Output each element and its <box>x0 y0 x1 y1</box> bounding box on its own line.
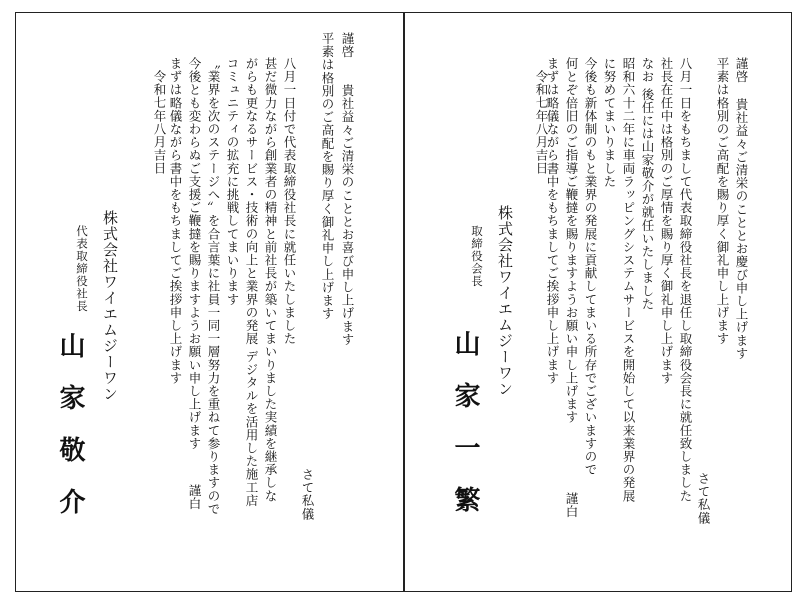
left-body-2: 八月一日付で代表取締役社長に就任いたしました <box>282 57 297 346</box>
left-body-1: さて私儀 <box>300 468 315 521</box>
right-opening-2: 平素は格別のご高配を賜り厚く御礼申し上げます <box>715 57 730 346</box>
left-body-8: まずは略儀ながら書中をもちましてご挨拶申し上げます <box>168 57 183 385</box>
right-body-9: まずは略儀ながら書中をもちましてご挨拶申し上げます <box>545 57 560 385</box>
left-body-7: 今後とも変わらぬご支援ご鞭撻を賜りますようお願い申し上げます <box>187 57 202 450</box>
right-closing: 謹白 <box>564 492 579 519</box>
left-company: 株式会社ワイエムジーワン <box>101 210 119 402</box>
right-company: 株式会社ワイエムジーワン <box>496 205 514 397</box>
left-date: 令和七年八月吉日 <box>152 70 167 175</box>
left-closing: 謹白 <box>187 484 202 511</box>
right-opening-1: 貴社益々ご清栄のこととお慶び申し上げます <box>734 98 749 360</box>
right-title: 取締役会長 <box>470 225 484 288</box>
right-body-2: 八月一日をもちまして代表取締役社長を退任し取締役会長に就任致しました <box>678 57 693 503</box>
left-body-5: コミュニティの拡充に挑戦してまいります <box>225 57 240 306</box>
right-date: 令和七年八月吉日 <box>534 70 549 175</box>
left-body-3: 甚だ微力ながら創業者の精神と前社長が築いてまいりました実績を継承しな <box>263 57 278 503</box>
left-body-6: 〝業界を次のステージへ〟を合言葉に社員一同一層努力を重ねて参りますので <box>206 57 221 516</box>
left-title: 代表取締役社長 <box>75 225 89 313</box>
right-body-6: に努めてまいりました <box>602 57 617 188</box>
right-body-7: 今後も新体制のもと業界の発展に貢献してまいる所存でございますので <box>583 57 598 477</box>
right-body-1: さて私儀 <box>696 472 711 525</box>
center-divider <box>403 12 405 592</box>
right-body-3: 社長在任中は格別のご厚情を賜り厚く御礼申し上げます <box>659 57 674 385</box>
left-signatory-name: 山家敬介 <box>55 332 85 540</box>
left-greeting: 謹啓 <box>340 32 355 59</box>
left-opening-2: 平素は格別のご高配を賜り厚く御礼申し上げます <box>320 32 335 321</box>
left-opening-1: 貴社益々ご清栄のこととお喜び申し上げます <box>340 84 355 346</box>
right-body-4: なお 後任には山家敬介が就任いたしました <box>640 57 655 311</box>
right-body-5: 昭和六十二年に車両ラッピングシステムサービスを開始して以来業界の発展 <box>621 57 636 503</box>
right-greeting: 謹啓 <box>734 57 749 84</box>
right-signatory-name: 山家一繁 <box>450 330 480 538</box>
right-body-8: 何とぞ倍旧のご指導ご鞭撻を賜りますようお願い申し上げます <box>564 57 579 424</box>
left-body-4: がらも更なるサービス・技術の向上と業界の発展 デジタルを活用した施工店 <box>244 57 259 507</box>
